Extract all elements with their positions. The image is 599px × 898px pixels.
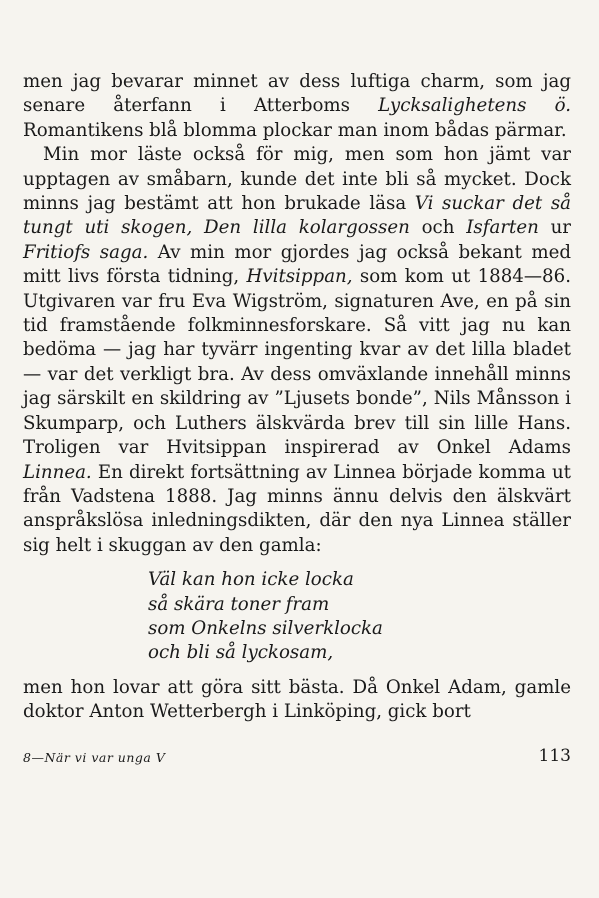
poem-line: och bli så lyckosam, bbox=[148, 642, 334, 664]
italic-text-segment: Hvitsippan, bbox=[246, 266, 353, 288]
poem bbox=[148, 568, 571, 666]
text-segment: Av min mor gjordes jag också bekant med mitt livs första tidning, bbox=[23, 241, 572, 288]
italic-text-segment: Vi suckar det så tungt uti skogen, Den lilla kolargossen bbox=[23, 193, 571, 239]
italic-text-segment: Linnea. bbox=[23, 461, 92, 483]
italic-text-segment: Lycksalighetens ö. bbox=[378, 95, 571, 117]
text-segment: men jag bevarar minnet av dess luftiga charm, som jag senare återfann i Atterboms bbox=[23, 71, 571, 117]
signature-mark: 8—När vi var unga V bbox=[23, 750, 166, 765]
italic-text-segment: Isfarten bbox=[466, 217, 539, 239]
body-text bbox=[23, 70, 571, 725]
text-segment: ur bbox=[538, 217, 571, 239]
text-segment: Romantikens blå blomma plockar man inom bådas pärmar. bbox=[23, 119, 567, 141]
text-segment: Min mor läste också för mig, men som hon jämt var upptagen av småbarn, kunde det inte bli så mycket. Dock minns jag bestämt att hon brukade läsa bbox=[23, 144, 571, 215]
text-segment: som kom ut 1884—86. Utgivaren var fru Eva Wigström, signaturen Ave, en på sin tid framstående folkminnesforskare. Så vitt jag nu kan bedöma — jag har tyvärr ingenting kvar av det lilla bladet — var det verkligt bra. Av dess omväxlande innehåll minns jag särskilt en skildring av ”Ljusets bonde”, Nils Månsson i Skumparp, och Luthers älskvärda brev till sin lille Hans. Troligen var Hvitsippan inspirerad av Onkel Adams bbox=[23, 266, 571, 459]
closing-paragraph: men hon lovar att göra sitt bästa. Då Onkel Adam, gamle doktor Anton Wetterbergh i Linköping, gick bort bbox=[23, 676, 571, 723]
text-segment: och bbox=[409, 217, 467, 239]
italic-text-segment: Fritiofs saga. bbox=[23, 241, 149, 263]
paragraph-2 bbox=[23, 143, 571, 558]
text-segment: En direkt fortsättning av Linnea började komma ut från Vadstena 1888. Jag minns ännu delvis den älskvärt anspråkslösa inledningsdikten, där den nya Linnea ställer sig helt i skuggan av den gamla: bbox=[23, 461, 571, 556]
poem-line: som Onkelns silverklocka bbox=[148, 617, 383, 639]
poem-line: så skära toner fram bbox=[148, 593, 330, 615]
paragraph-1 bbox=[23, 70, 571, 143]
poem-line: Väl kan hon icke locka bbox=[148, 569, 354, 591]
page-number: 113 bbox=[538, 746, 571, 766]
